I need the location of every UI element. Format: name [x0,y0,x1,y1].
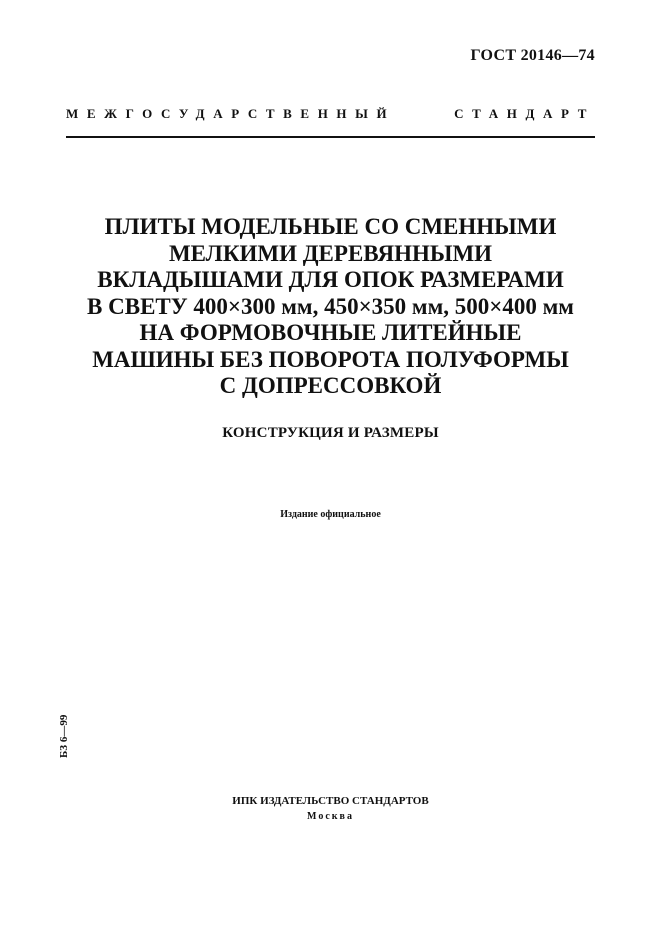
header-rule [66,136,595,138]
standard-word: СТАНДАРТ [454,106,595,121]
title-line: С ДОПРЕССОВКОЙ [219,373,442,398]
title-line: ВКЛАДЫШАМИ ДЛЯ ОПОК РАЗМЕРАМИ [97,267,564,292]
publication-city: Москва [307,811,354,822]
title-line: В СВЕТУ 400×300 мм, 450×350 мм, 500×400 мм [87,293,574,319]
edition-note: Издание официальное [280,509,381,520]
title-line: НА ФОРМОВОЧНЫЕ ЛИТЕЙНЫЕ [139,320,522,345]
document-subtitle: КОНСТРУКЦИЯ И РАЗМЕРЫ [222,425,439,441]
title-line: ПЛИТЫ МОДЕЛЬНЫЕ СО СМЕННЫМИ [104,214,557,239]
standard-number: ГОСТ 20146—74 [470,47,595,64]
interstate-word: МЕЖГОСУДАРСТВЕННЫЙ [66,106,396,121]
document-title [40,214,621,400]
side-code: БЗ 6—99 [58,714,70,758]
title-line: МАШИНЫ БЕЗ ПОВОРОТА ПОЛУФОРМЫ [92,346,569,372]
interstate-standard-heading [66,106,595,122]
title-line: МЕЛКИМИ ДЕРЕВЯННЫМИ [168,240,493,266]
publisher: ИПК ИЗДАТЕЛЬСТВО СТАНДАРТОВ [232,795,429,807]
